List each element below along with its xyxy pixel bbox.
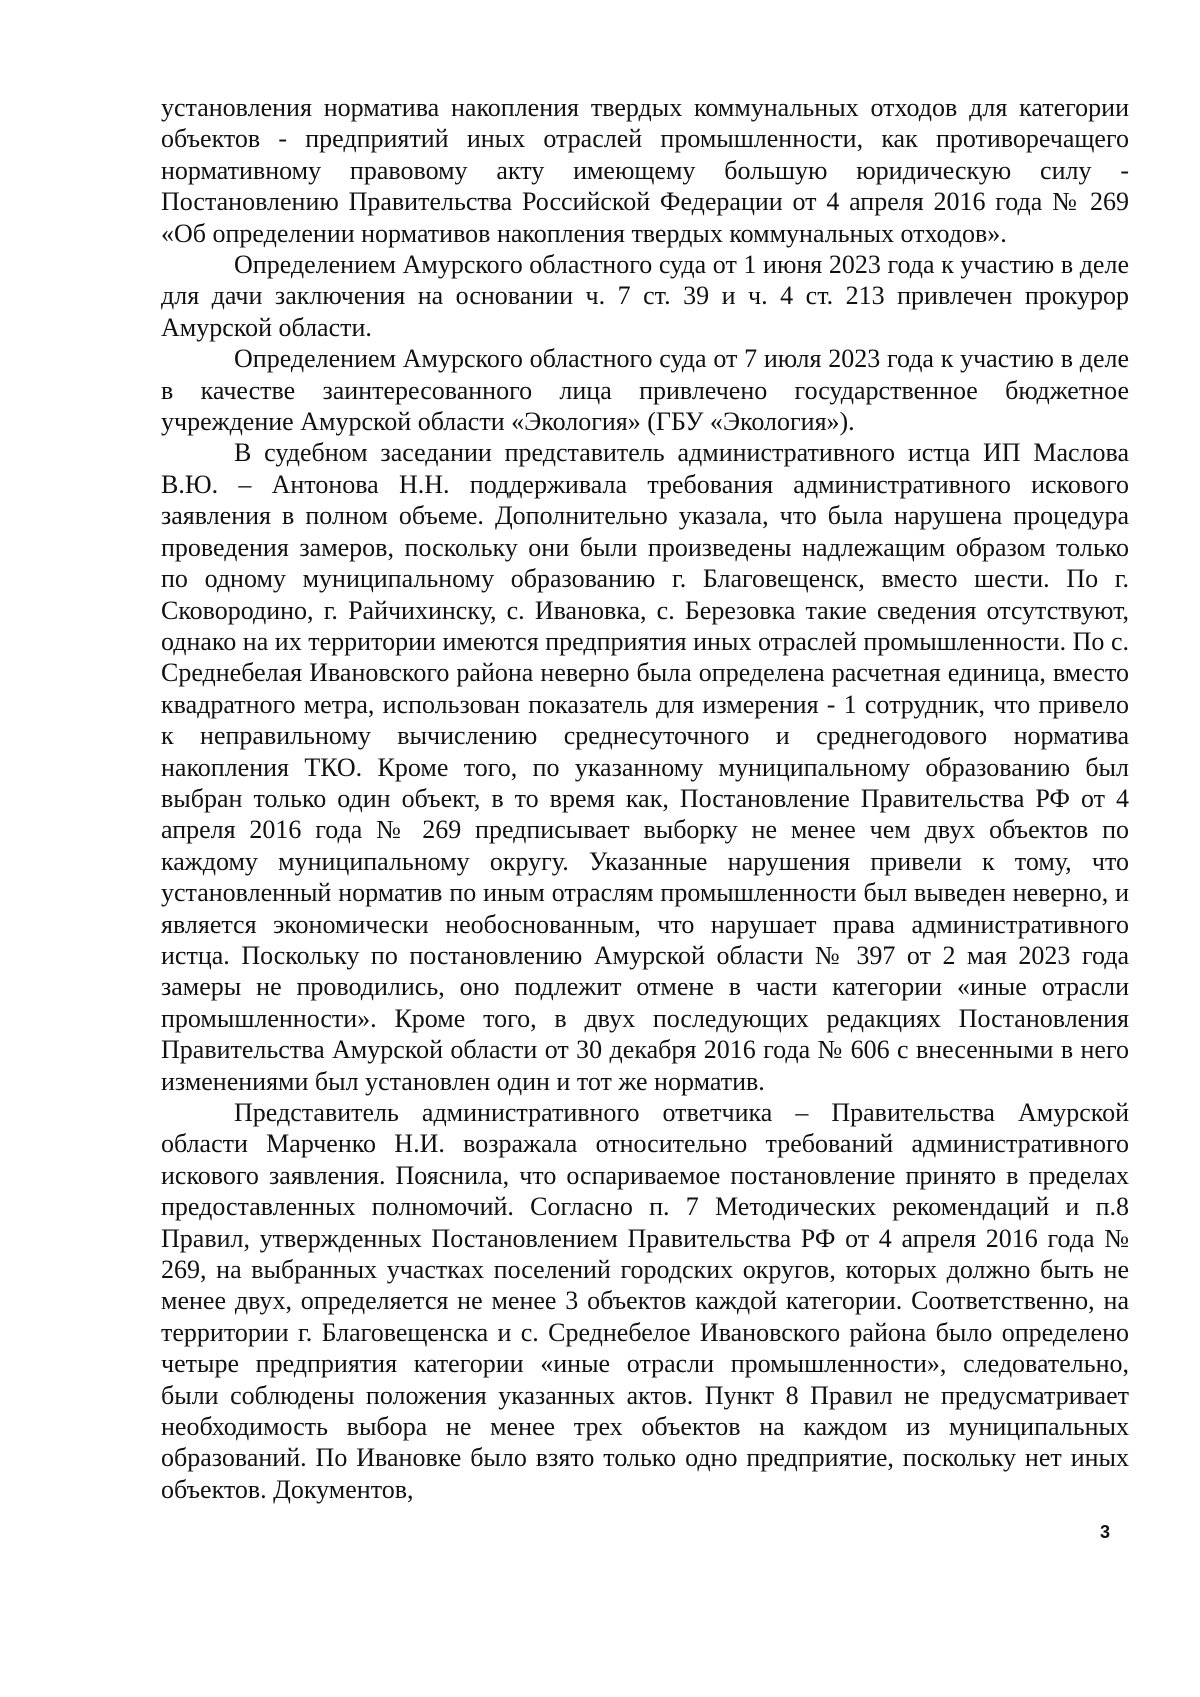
paragraph-defendant-position: Представитель административного ответчика – Правительства Амурской области Марченко Н.И. возражала относительно требований административного искового заявления. Пояснила, что оспариваемое постановление принято в пределах предоставленных полномочий. Согласно п. 7 Методических рекомендаций и п.8 Правил, утвержденных Постановлением Правительства РФ от 4 апреля 2016 года № 269, на выбранных участках поселений городских округов, которых должно быть не менее двух, определяется не менее 3 объектов каждой категории. Соответственно, на территории г. Благовещенска и с. Среднебелое Ивановского района было определено четыре предприятия категории «иные отрасли промышленности», следовательно, были соблюдены положения указанных актов. Пункт 8 Правил не предусматривает необходимость выбора не менее трех объектов на каждом из муниципальных образований. По Ивановке было взято только одно предприятие, поскольку нет иных объектов. Документов, xyxy=(161,1098,1129,1504)
page-number: 3 xyxy=(1100,1522,1111,1542)
paragraph-third-party: Определением Амурского областного суда от 7 июля 2023 года к участию в деле в качестве заинтересованного лица привлечено государственное бюджетное учреждение Амурской области «Экология» (ГБУ «Экология»). xyxy=(161,344,1129,437)
paragraph-continuation: установления норматива накопления твердых коммунальных отходов для категории объектов - предприятий иных отраслей промышленности, как противоречащего нормативному правовому акту имеющему большую юридическую силу - Постановлению Правительства Российской Федерации от 4 апреля 2016 года № 269 «Об определении нормативов накопления твердых коммунальных отходов». xyxy=(161,93,1129,248)
paragraph-prosecutor: Определением Амурского областного суда от 1 июня 2023 года к участию в деле для дачи заключения на основании ч. 7 ст. 39 и ч. 4 ст. 213 привлечен прокурор Амурской области. xyxy=(161,250,1129,342)
paragraph-plaintiff-position: В судебном заседании представитель административного истца ИП Маслова В.Ю. – Антонова Н.Н. поддерживала требования административного искового заявления в полном объеме. Дополнительно указала, что была нарушена процедура проведения замеров, поскольку они были произведены надлежащим образом только по одному муниципальному образованию г. Благовещенск, вместо шести. По г. Сковородино, г. Райчихинску, с. Ивановка, с. Березовка такие сведения отсутствуют, однако на их территории имеются предприятия иных отраслей промышленности. По с. Среднебелая Ивановского района неверно была определена расчетная единица, вместо квадратного метра, использован показатель для измерения - 1 сотрудник, что привело к неправильному вычислению среднесуточного и среднегодового норматива накопления ТКО. Кроме того, по указанному муниципальному образованию был выбран только один объект, в то время как, Постановление Правительства РФ от 4 апреля 2016 года № 269 предписывает выборку не менее чем двух объектов по каждому муниципальному округу. Указанные нарушения привели к тому, что установленный норматив по иным отраслям промышленности был выведен неверно, и является экономически необоснованным, что нарушает права административного истца. Поскольку по постановлению Амурской области № 397 от 2 мая 2023 года замеры не проводились, оно подлежит отмене в части категории «иные отрасли промышленности». Кроме того, в двух последующих редакциях Постановления Правительства Амурской области от 30 декабря 2016 года № 606 с внесенными в него изменениями был установлен один и тот же норматив. xyxy=(161,438,1129,1096)
document-body xyxy=(161,92,1129,1505)
